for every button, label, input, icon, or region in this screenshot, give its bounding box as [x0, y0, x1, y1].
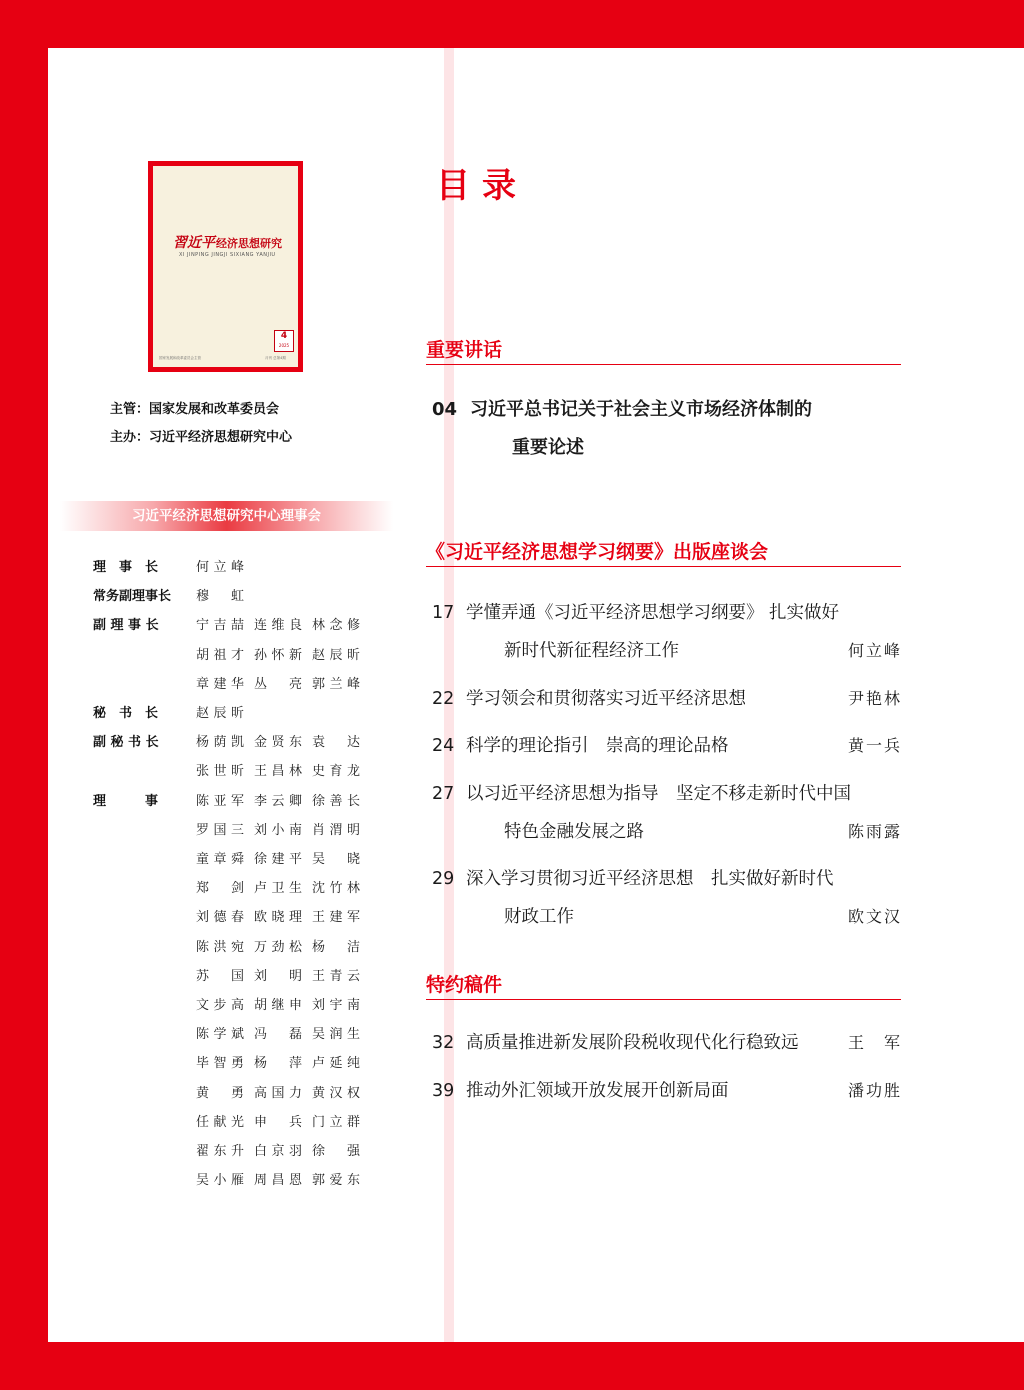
- council-title-band: 习近平经济思想研究中心理事会: [60, 501, 393, 531]
- council-member-name: 丛 亮: [254, 676, 302, 692]
- toc-entry-line: [432, 601, 902, 625]
- toc-author: 陈雨露: [847, 822, 902, 841]
- council-role: 理 事 长: [93, 560, 159, 575]
- magazine-cover: [148, 161, 303, 372]
- council-member-name: 王青云: [312, 968, 360, 984]
- cover-logo-brush: 習近平: [173, 235, 215, 251]
- council-member-name: 申 兵: [254, 1114, 302, 1130]
- council-member-name: 金贤东: [254, 735, 302, 751]
- section-heading-text: 特约稿件: [426, 974, 503, 996]
- cover-footer-right: 月刊 总第4期: [265, 356, 286, 360]
- toc-entry-title-continued: 新时代新征程经济工作: [504, 641, 679, 661]
- supervisor-line: 主管：国家发展和改革委员会: [110, 402, 280, 417]
- cover-subtitle: XI JINPING JINGJI SIXIANG YANJIU: [179, 252, 276, 258]
- council-role: 副 理 事 长: [93, 618, 159, 634]
- council-member-name: 宁吉喆: [196, 618, 244, 634]
- council-row: [48, 1054, 428, 1074]
- council-row: [48, 587, 428, 607]
- council-role: 常务副理事长: [93, 589, 172, 605]
- council-member-name: 章建华: [196, 676, 244, 692]
- council-member-name: 徐善长: [312, 793, 360, 809]
- toc-entry-line: [432, 687, 902, 711]
- toc-entry[interactable]: [432, 601, 902, 677]
- council-member-name: 穆 虹: [196, 589, 244, 605]
- section-heading: [426, 974, 901, 1000]
- council-member-name: 万劲松: [254, 939, 302, 955]
- toc-page-number: 27: [432, 784, 455, 804]
- cover-issue-year: 2025: [278, 343, 290, 348]
- toc-title: 目录: [436, 166, 528, 206]
- council-row: [48, 646, 428, 666]
- toc-page-number: 39: [432, 1081, 455, 1101]
- council-member-name: 毕智勇: [196, 1056, 244, 1072]
- council-member-name: 徐建平: [254, 852, 302, 867]
- toc-entry-line: [432, 734, 902, 758]
- council-row: [48, 1142, 428, 1162]
- council-member-name: 何立峰: [196, 560, 244, 575]
- toc-author: 欧文汉: [847, 907, 902, 926]
- toc-entry-title: 推动外汇领域开放发展开创新局面: [466, 1081, 729, 1101]
- toc-entry[interactable]: [432, 734, 902, 772]
- council-member-name: 杨 萍: [254, 1056, 302, 1072]
- council-row: [48, 908, 428, 928]
- toc-entry-title: 以习近平经济思想为指导 坚定不移走新时代中国: [466, 784, 851, 804]
- council-row: [48, 558, 428, 578]
- council-row: [48, 1084, 428, 1104]
- council-member-name: 卢卫生: [254, 881, 302, 897]
- council-row: [48, 704, 428, 724]
- council-row: [48, 616, 428, 636]
- toc-entry-line: [432, 398, 902, 422]
- council-member-name: 刘德春: [196, 910, 244, 926]
- council-member-name: 白京羽: [254, 1144, 302, 1159]
- council-member-name: 刘 明: [254, 968, 302, 984]
- council-member-name: 赵辰昕: [312, 647, 360, 663]
- toc-page-number: 17: [432, 603, 455, 623]
- cover-logo: [173, 232, 282, 252]
- council-member-name: 胡祖才: [196, 647, 244, 663]
- council-row: [48, 762, 428, 782]
- toc-page-number: 29: [432, 869, 455, 889]
- council-member-name: 赵辰昕: [196, 706, 244, 721]
- toc-entry[interactable]: [432, 1031, 902, 1069]
- council-row: [48, 821, 428, 841]
- council-member-name: 刘宇南: [312, 998, 360, 1013]
- council-member-name: 黄汉权: [312, 1085, 360, 1101]
- council-member-name: 王昌林: [254, 764, 302, 780]
- toc-entry-line: [432, 436, 902, 460]
- council-member-name: 高国力: [254, 1085, 302, 1101]
- toc-entry-title: 高质量推进新发展阶段税收现代化行稳致远: [466, 1033, 799, 1053]
- council-row: [48, 879, 428, 899]
- toc-entry-line: [432, 820, 902, 844]
- toc-entry-line: [432, 867, 902, 891]
- council-row: [48, 1025, 428, 1045]
- toc-entry-line: [432, 1079, 902, 1103]
- section-heading-text: 重要讲话: [426, 339, 503, 361]
- council-member-name: 任献光: [196, 1114, 244, 1130]
- toc-entry-title-continued: 特色金融发展之路: [504, 822, 644, 842]
- council-member-name: 黄 勇: [196, 1085, 244, 1101]
- organizer-line: 主办：习近平经济思想研究中心: [110, 430, 293, 445]
- toc-entry-title: 深入学习贯彻习近平经济思想 扎实做好新时代: [466, 869, 834, 889]
- council-member-name: 林念修: [312, 618, 360, 634]
- council-row: [48, 675, 428, 695]
- council-member-name: 王建军: [312, 910, 360, 926]
- section-heading: [426, 541, 901, 567]
- toc-entry-title-continued: 重要论述: [512, 437, 584, 458]
- council-member-name: 杨荫凯: [196, 735, 244, 751]
- council-member-name: 苏 国: [196, 968, 244, 984]
- cover-issue-badge: [274, 330, 294, 352]
- toc-entry[interactable]: [432, 782, 902, 858]
- toc-entry[interactable]: [432, 687, 902, 725]
- toc-entry-line: [432, 905, 902, 929]
- council-member-name: 张世昕: [196, 764, 244, 780]
- cover-inner: [153, 166, 298, 367]
- council-member-name: 翟东升: [196, 1144, 244, 1159]
- council-role: 理 事: [93, 793, 159, 809]
- council-member-name: 沈竹林: [312, 881, 360, 897]
- toc-entry-title: 习近平总书记关于社会主义市场经济体制的: [470, 399, 812, 420]
- section-heading-text: 《习近平经济思想学习纲要》出版座谈会: [426, 541, 769, 563]
- council-member-name: 吴 晓: [312, 852, 360, 867]
- toc-entry-title: 学懂弄通《习近平经济思想学习纲要》 扎实做好: [466, 603, 840, 623]
- toc-page-number: 22: [432, 689, 455, 709]
- cover-footer-left: 国家发展和改革委员会主管: [159, 356, 201, 360]
- cover-issue-number: 4: [280, 331, 288, 341]
- council-member-name: 肖渭明: [312, 822, 360, 838]
- toc-entry-title: 学习领会和贯彻落实习近平经济思想: [466, 689, 746, 709]
- toc-page-number: 04: [432, 399, 458, 420]
- council-member-name: 冯 磊: [254, 1027, 302, 1043]
- council-member-name: 陈学斌: [196, 1027, 244, 1043]
- toc-author: 尹艳林: [847, 689, 902, 708]
- council-row: [48, 850, 428, 870]
- toc-page-number: 24: [432, 736, 455, 756]
- council-member-name: 孙怀新: [254, 647, 302, 663]
- council-row: [48, 1171, 428, 1191]
- council-member-name: 袁 达: [312, 735, 360, 751]
- council-member-name: 周昌恩: [254, 1173, 302, 1189]
- toc-entry-line: [432, 639, 902, 663]
- toc-entry[interactable]: [432, 867, 902, 943]
- council-row: [48, 1113, 428, 1133]
- council-row: [48, 733, 428, 753]
- council-member-name: 郑 剑: [196, 881, 244, 897]
- toc-entry[interactable]: [432, 398, 902, 474]
- toc-author: 黄一兵: [847, 736, 902, 755]
- council-member-name: 李云卿: [254, 793, 302, 809]
- council-row: [48, 792, 428, 812]
- council-row: [48, 996, 428, 1016]
- council-member-name: 罗国三: [196, 822, 244, 838]
- council-member-name: 欧晓理: [254, 910, 302, 926]
- council-member-name: 连维良: [254, 618, 302, 634]
- toc-entry-line: [432, 782, 902, 806]
- council-member-name: 陈洪宛: [196, 939, 244, 955]
- council-row: [48, 938, 428, 958]
- council-member-name: 吴小雁: [196, 1173, 244, 1189]
- council-member-name: 郭兰峰: [312, 676, 360, 692]
- council-member-name: 陈亚军: [196, 793, 244, 809]
- toc-entry-line: [432, 1031, 902, 1055]
- toc-entry[interactable]: [432, 1079, 902, 1117]
- council-member-name: 徐 强: [312, 1144, 360, 1159]
- council-role: 秘 书 长: [93, 706, 159, 721]
- toc-page-number: 32: [432, 1033, 455, 1053]
- section-heading: [426, 339, 901, 365]
- toc-author: 潘功胜: [847, 1081, 902, 1100]
- council-member-name: 吴润生: [312, 1027, 360, 1043]
- page: [48, 48, 1024, 1342]
- cover-logo-text: 经济思想研究: [216, 237, 282, 250]
- toc-author: 何立峰: [847, 641, 902, 660]
- council-role: 副 秘 书 长: [93, 735, 159, 751]
- council-member-name: 刘小南: [254, 822, 302, 838]
- council-member-name: 郭爱东: [312, 1173, 360, 1189]
- council-member-name: 杨 洁: [312, 939, 360, 955]
- council-member-name: 门立群: [312, 1114, 360, 1130]
- council-row: [48, 967, 428, 987]
- council-member-name: 童章舜: [196, 852, 244, 867]
- council-member-name: 文步高: [196, 998, 244, 1013]
- council-member-name: 史育龙: [312, 764, 360, 780]
- toc-entry-title-continued: 财政工作: [504, 907, 574, 927]
- toc-entry-title: 科学的理论指引 崇高的理论品格: [466, 736, 729, 756]
- toc-author: 王 军: [847, 1033, 902, 1052]
- council-member-name: 卢延纯: [312, 1056, 360, 1072]
- council-member-name: 胡继申: [254, 998, 302, 1013]
